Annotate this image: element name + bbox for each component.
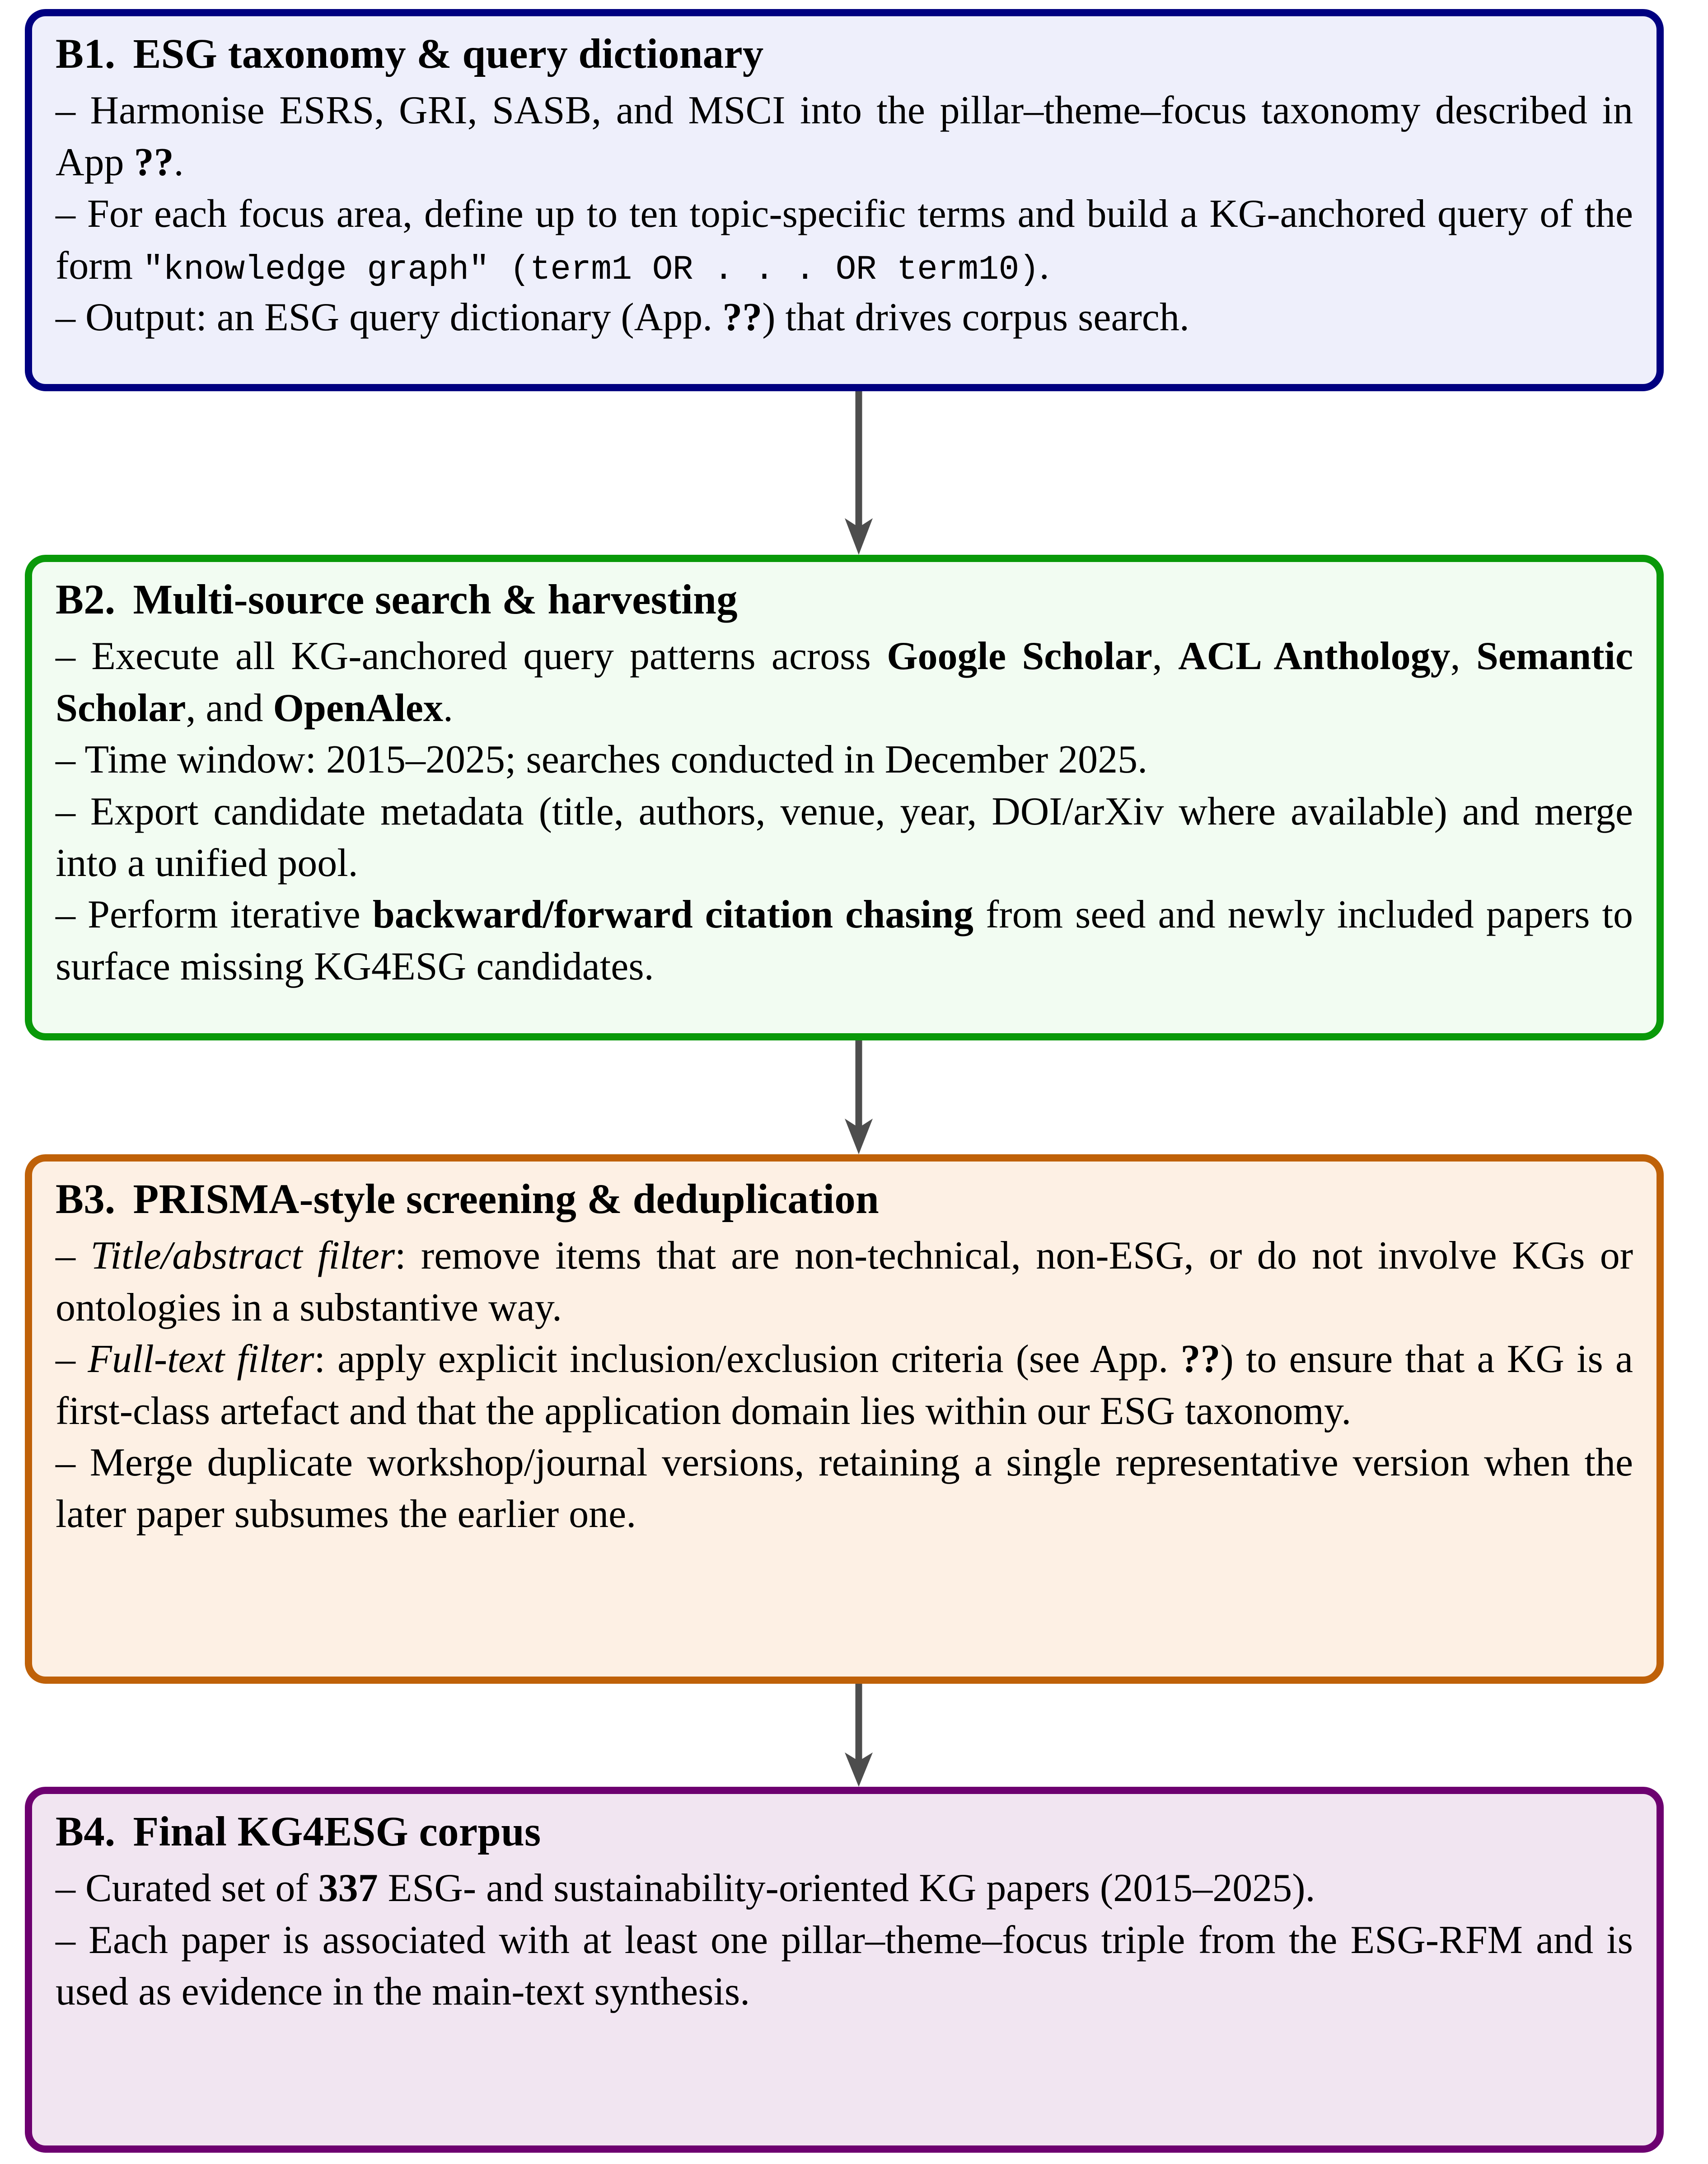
- corpus-paper-count: 337: [318, 1866, 378, 1911]
- stage-box-b1: [25, 9, 1664, 391]
- source-google-scholar: Google Scholar: [887, 634, 1152, 679]
- stage-b2-heading: [56, 577, 1633, 623]
- b3-bullet2-ref: ??: [1180, 1337, 1221, 1382]
- stage-b1-heading: [56, 32, 1633, 77]
- b2-bullet1-text-a: – Execute all KG-anchored query patterns across: [56, 634, 887, 679]
- b1-bullet2-text-b: .: [1039, 244, 1049, 288]
- source-acl-anthology: ACL Anthology: [1178, 634, 1451, 679]
- citation-chasing-term: backward/forward citation chasing: [372, 893, 973, 937]
- stage-b3-heading: [56, 1177, 1633, 1222]
- stage-box-b3: [25, 1154, 1664, 1684]
- stage-b1-number: B1.: [56, 31, 116, 77]
- source-openalex: OpenAlex: [273, 686, 443, 730]
- stage-box-b4: [25, 1787, 1664, 2153]
- arrow-b3-to-b4: [838, 1684, 879, 1787]
- stage-b4-number: B4.: [56, 1808, 116, 1855]
- source-semantic-scholar: Semantic Scholar: [56, 634, 1633, 730]
- stage-b2-bullet-2: – Time window: 2015–2025; searches conducted in December 2025.: [56, 738, 1148, 782]
- b1-bullet3-text-b: ) that drives corpus search.: [762, 295, 1189, 340]
- b3-bullet1-text-b: : remove items that are non-technical, non-ESG, or do not involve KGs or ontologies in a substantive way.: [56, 1234, 1633, 1330]
- stage-b2-bullet-4: [56, 889, 1633, 993]
- b1-bullet3-ref: ??: [722, 295, 763, 340]
- b4-bullet1-text-a: – Curated set of: [56, 1866, 318, 1911]
- stage-b4-heading: [56, 1809, 1633, 1855]
- b2-bullet1-sep-2: ,: [1450, 634, 1476, 679]
- b3-bullet1-dash: –: [56, 1234, 91, 1278]
- stage-b4-title: Final KG4ESG corpus: [133, 1808, 541, 1855]
- b1-bullet1-text-a: – Harmonise ESRS, GRI, SASB, and MSCI into the pillar–theme–focus taxonomy described in App: [56, 89, 1633, 184]
- b1-bullet1-ref: ??: [134, 140, 174, 184]
- b3-bullet2-text-c: ) to ensure that a KG is a first-class artefact and that the application domain lies within our ESG taxonomy.: [56, 1337, 1633, 1433]
- arrow-b1-to-b2: [838, 391, 879, 555]
- b1-bullet2-query-pattern: "knowledge graph" (term1 OR . . . OR term10): [143, 250, 1039, 289]
- b2-bullet1-sep-1: ,: [1152, 634, 1179, 679]
- b1-bullet1-text-b: .: [173, 140, 184, 184]
- stage-b3-bullet-3: – Merge duplicate workshop/journal versions, retaining a single representative version when the later paper subsumes the earlier one.: [56, 1441, 1633, 1536]
- b3-bullet2-dash: –: [56, 1337, 88, 1382]
- stage-b3-title: PRISMA-style screening & deduplication: [133, 1176, 879, 1223]
- full-text-filter-label: Full-text filter: [88, 1337, 314, 1382]
- stage-b4-bullet-1: [56, 1863, 1633, 1914]
- b1-bullet2-text-a: – For each focus area, define up to ten topic-specific terms and build a KG-anchored query of the form: [56, 192, 1633, 288]
- stage-b3-number: B3.: [56, 1176, 116, 1223]
- title-abstract-filter-label: Title/abstract filter: [90, 1234, 395, 1278]
- b2-bullet1-text-e: .: [443, 686, 453, 730]
- stage-b2-bullet-3: – Export candidate metadata (title, authors, venue, year, DOI/arXiv where available) and merge into a unified pool.: [56, 789, 1633, 885]
- b2-bullet1-sep-3: , and: [186, 686, 273, 730]
- stage-box-b2: [25, 555, 1664, 1040]
- stage-b4-bullet-2: – Each paper is associated with at least one pillar–theme–focus triple from the ESG-RFM and is used as evidence in the main-text synthesis.: [56, 1918, 1633, 2014]
- stage-b2-title: Multi-source search & harvesting: [133, 576, 738, 623]
- stage-b2-number: B2.: [56, 576, 116, 623]
- stage-b3-bullet-2: [56, 1334, 1633, 1437]
- stage-b3-bullet-1: [56, 1230, 1633, 1334]
- b4-bullet1-text-b: ESG- and sustainability-oriented KG papers (2015–2025).: [378, 1866, 1315, 1911]
- arrow-b2-to-b3: [838, 1040, 879, 1154]
- stage-b1-title: ESG taxonomy & query dictionary: [133, 31, 764, 77]
- b2-bullet4-text-b: from seed and newly included papers to surface missing KG4ESG candidates.: [56, 893, 1633, 988]
- b3-bullet2-text-b: : apply explicit inclusion/exclusion criteria (see App.: [314, 1337, 1181, 1382]
- stage-b1-bullet-2: [56, 188, 1633, 292]
- b2-bullet4-text-a: – Perform iterative: [56, 893, 373, 937]
- stage-b1-bullet-3: [56, 292, 1633, 343]
- stage-b1-bullet-1: [56, 85, 1633, 188]
- stage-b2-bullet-1: [56, 631, 1633, 734]
- b1-bullet3-text-a: – Output: an ESG query dictionary (App.: [56, 295, 723, 340]
